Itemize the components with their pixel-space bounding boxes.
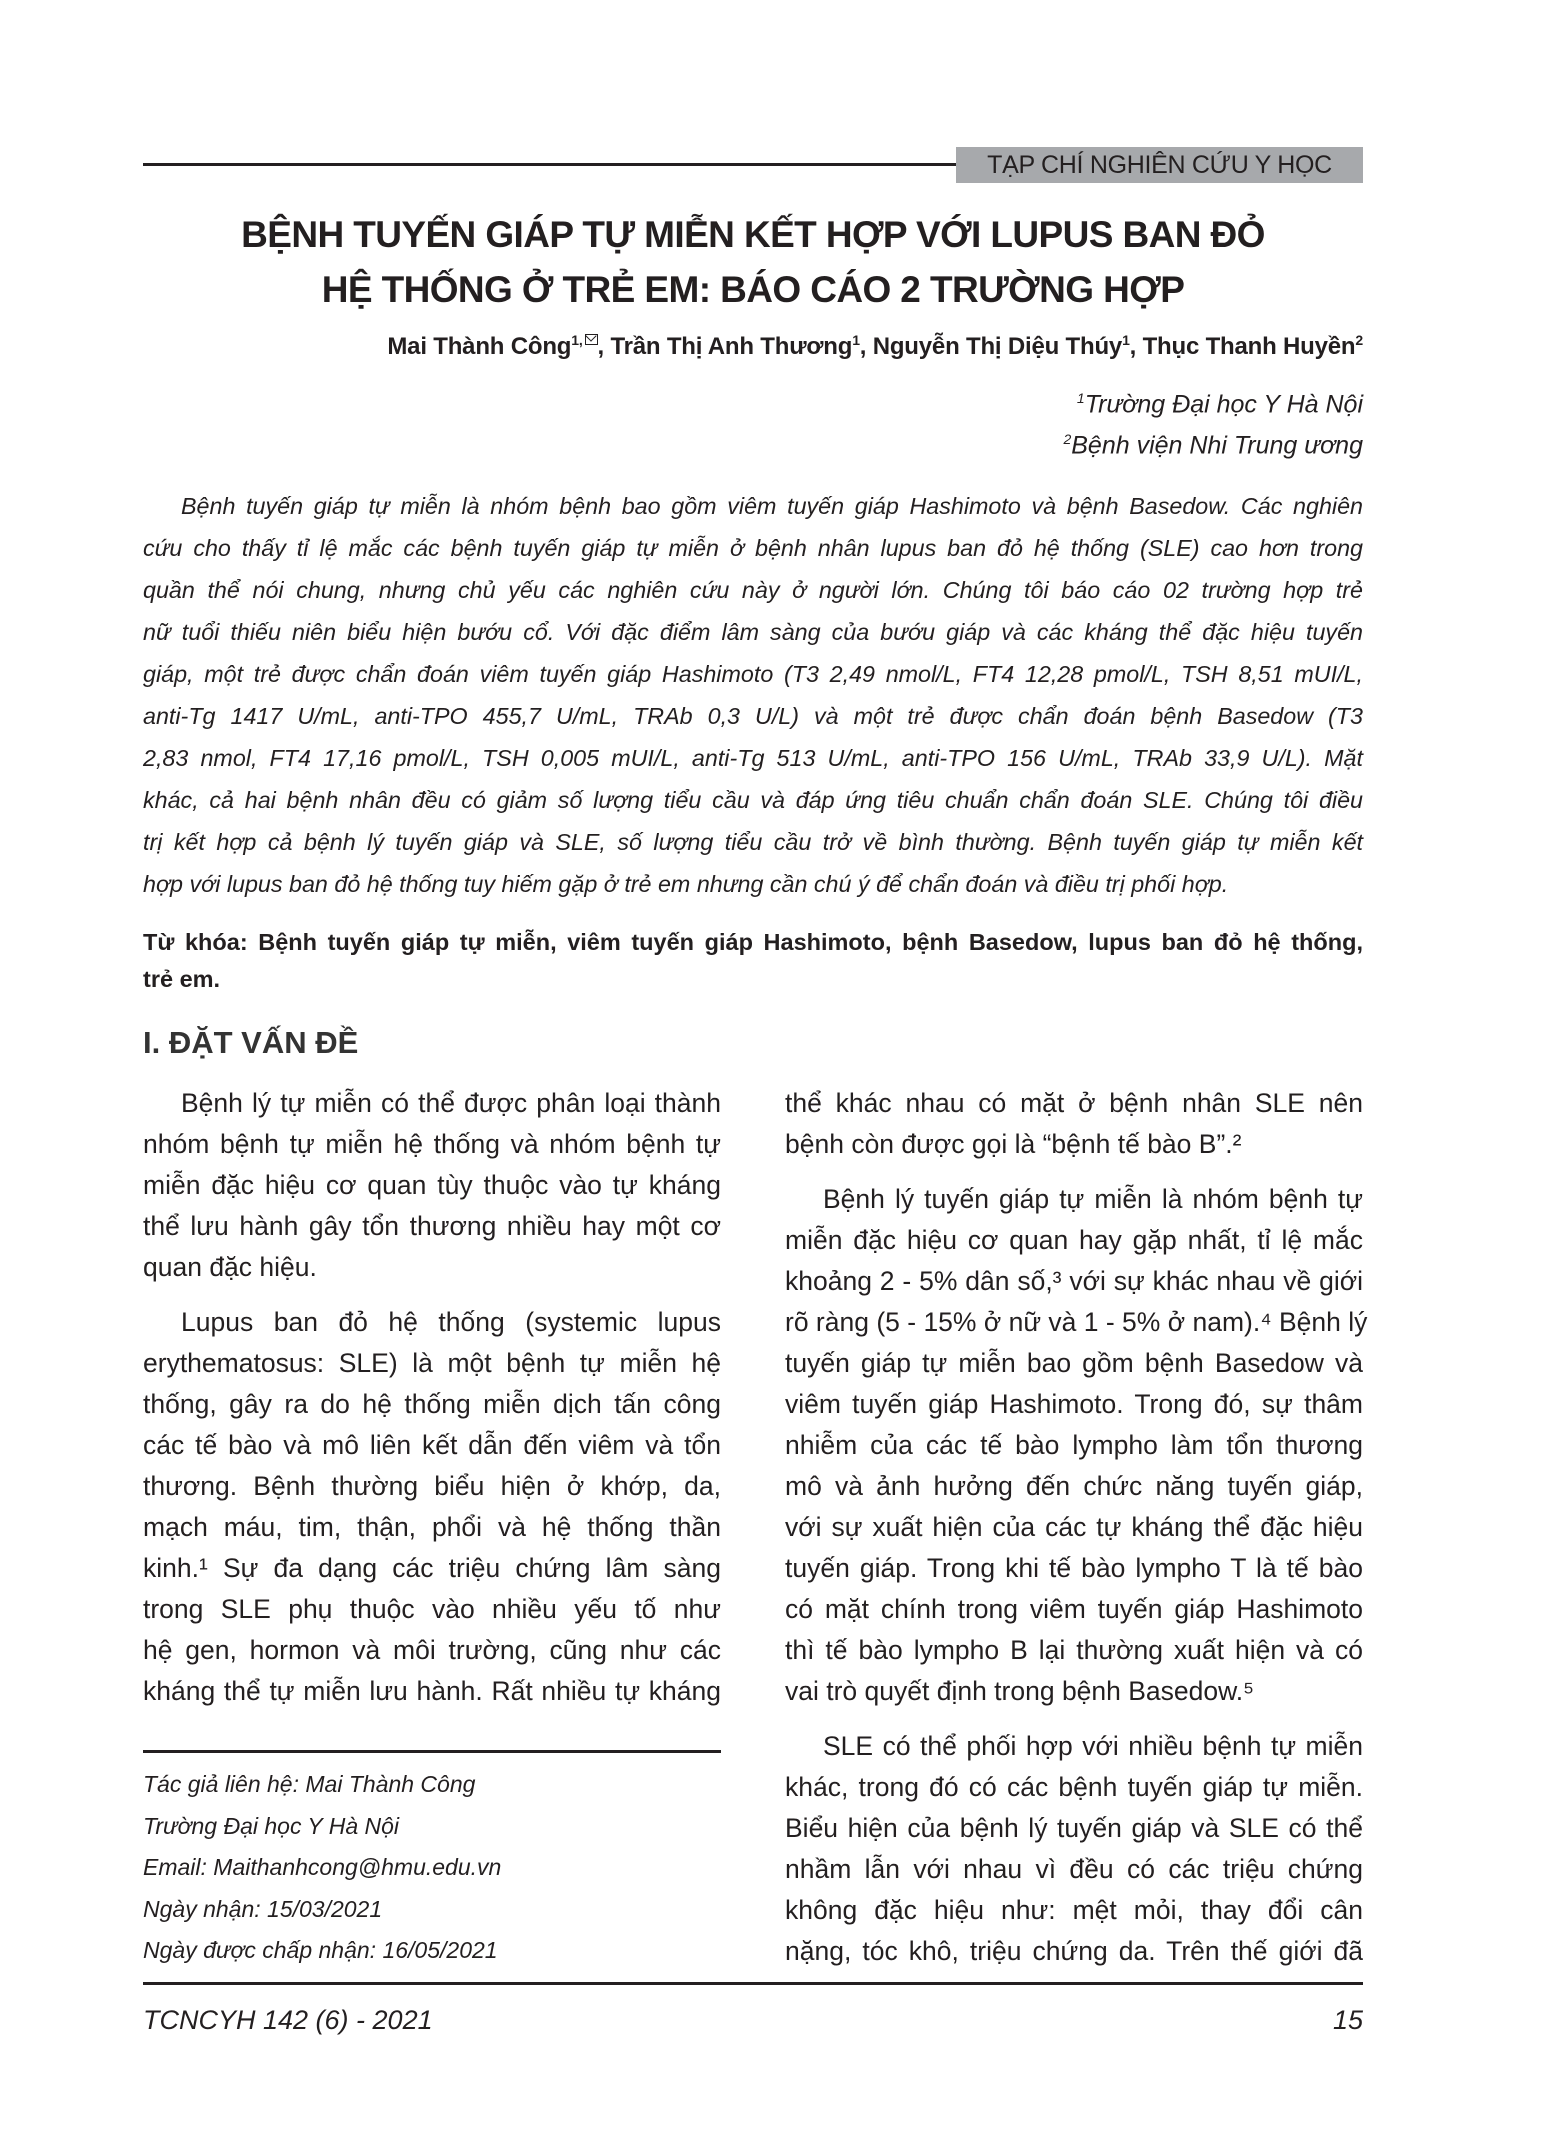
- paragraph: [785, 1179, 1368, 1712]
- body-line: bệnh còn được gọi là “bệnh tế bào B”.²: [785, 1129, 1242, 1159]
- author-affiliation-mark: 1: [1122, 332, 1130, 348]
- body-line: hệ gen, hormon và môi trường, cũng như các: [143, 1635, 721, 1665]
- keywords: [143, 924, 1363, 998]
- body-line: nhầm lẫn với nhau vì đều có các triệu chứng: [785, 1854, 1363, 1884]
- body-line: miễn đặc hiệu cơ quan tùy thuộc vào tự kháng: [143, 1170, 721, 1200]
- footer-rule: [143, 1982, 1363, 1985]
- affiliation-mark: 1: [1076, 390, 1085, 406]
- body-line: thống, gây ra do hệ thống miễn dịch tấn công: [143, 1389, 721, 1419]
- paragraph: [785, 1083, 1363, 1165]
- body-line: không đặc hiệu như: mệt mỏi, thay đổi cân: [785, 1895, 1363, 1925]
- body-line: quan đặc hiệu.: [143, 1252, 317, 1282]
- paragraph: [143, 1302, 721, 1712]
- body-line: mạch máu, tim, thận, phổi và hệ thống thần: [143, 1512, 721, 1542]
- abstract-line: khác, cả hai bệnh nhân đều có giảm số lượng tiểu cầu và đáp ứng tiêu chuẩn chẩn đoán SLE. Chúng tôi điều: [143, 787, 1363, 813]
- body-line: viêm tuyến giáp Hashimoto. Trong đó, sự thâm: [785, 1389, 1363, 1419]
- footnote-line: Trường Đại học Y Hà Nội: [143, 1812, 400, 1839]
- journal-citation: TCNCYH 142 (6) - 2021: [143, 2005, 433, 2035]
- abstract-line: trị kết hợp cả bệnh lý tuyến giáp và SLE, số lượng tiểu cầu trở về bình thường. Bệnh tuyến giáp tự miễn kết: [143, 829, 1363, 855]
- affiliation-2: [1063, 431, 1363, 460]
- body-line: khoảng 2 - 5% dân số,³ với sự khác nhau về giới: [785, 1266, 1363, 1296]
- body-line: kinh.¹ Sự đa dạng các triệu chứng lâm sàng: [143, 1553, 721, 1583]
- author-name: , Trần Thị Anh Thương: [597, 333, 853, 360]
- correspondence-footnote: [143, 1764, 501, 1972]
- page-number: 15: [1332, 2005, 1363, 2035]
- body-line: mô và ảnh hưởng đến chức năng tuyến giáp,: [785, 1471, 1363, 1501]
- body-line: với sự xuất hiện của các tự kháng thể đặc hiệu: [785, 1512, 1363, 1542]
- body-line: rõ ràng (5 - 15% ở nữ và 1 - 5% ở nam).⁴ Bệnh lý: [785, 1307, 1368, 1337]
- author-affiliation-mark: 1: [852, 332, 860, 348]
- body-line: erythematosus: SLE) là một bệnh tự miễn hệ: [143, 1348, 721, 1378]
- abstract-line: anti-Tg 1417 U/mL, anti-TPO 455,7 U/mL, TRAb 0,3 U/L) và một trẻ được chẩn đoán bệnh Basedow (T3: [143, 703, 1363, 729]
- keywords-line: Từ khóa: Bệnh tuyến giáp tự miễn, viêm tuyến giáp Hashimoto, bệnh Basedow, lupus ban đỏ hệ thống,: [143, 929, 1363, 955]
- author-name: , Thục Thanh Huyền: [1129, 333, 1356, 360]
- footnote-line: Email: Maithanhcong@hmu.edu.vn: [143, 1854, 502, 1880]
- body-line: có mặt chính trong viêm tuyến giáp Hashimoto: [785, 1594, 1363, 1624]
- abstract-line: giáp, một trẻ được chẩn đoán viêm tuyến giáp Hashimoto (T3 2,49 nmol/L, FT4 12,28 pmol/L, TSH 8,51 mUI/L,: [143, 661, 1363, 687]
- author-list: [387, 332, 1363, 361]
- right-column: [785, 1083, 1368, 1986]
- body-line: trong SLE phụ thuộc vào nhiều yếu tố như: [143, 1594, 721, 1624]
- paragraph: [143, 1083, 721, 1288]
- article-title-line-2: HỆ THỐNG Ở TRẺ EM: BÁO CÁO 2 TRƯỜNG HỢP: [321, 269, 1185, 310]
- affiliation-mark: 2: [1063, 431, 1072, 447]
- body-line: tuyến giáp. Trong khi tế bào lympho T là tế bào: [785, 1553, 1363, 1583]
- body-line: khác, trong đó có các bệnh tuyến giáp tự miễn.: [785, 1772, 1363, 1802]
- journal-name: TẠP CHÍ NGHIÊN CỨU Y HỌC: [956, 147, 1363, 183]
- abstract: [143, 485, 1363, 905]
- body-line: Lupus ban đỏ hệ thống (systemic lupus: [181, 1307, 721, 1337]
- envelope-icon: [585, 334, 598, 345]
- abstract-line: 2,83 nmol, FT4 17,16 pmol/L, TSH 0,005 mUI/L, anti-Tg 513 U/mL, anti-TPO 156 U/mL, TRAb 33,9 U/L). Mặt: [143, 745, 1363, 771]
- body-line: Bệnh lý tự miễn có thể được phân loại thành: [181, 1088, 721, 1118]
- body-line: thể khác nhau có mặt ở bệnh nhân SLE nên: [785, 1088, 1363, 1118]
- footnote-line: Tác giả liên hệ: Mai Thành Công: [143, 1771, 476, 1797]
- author-name: Mai Thành Công: [387, 333, 572, 360]
- abstract-line: quần thể nói chung, nhưng chủ yếu các nghiên cứu này ở người lớn. Chúng tôi báo cáo 02 trường hợp trẻ: [143, 577, 1363, 603]
- body-line: nhiễm của các tế bào lympho làm tổn thương: [785, 1430, 1363, 1460]
- author-affiliation-mark: 2: [1355, 332, 1363, 348]
- keywords-line: trẻ em.: [143, 966, 221, 992]
- abstract-line: nữ tuổi thiếu niên biểu hiện bướu cổ. Với đặc điểm lâm sàng của bướu giáp và các kháng thể đặc hiệu tuyến: [143, 619, 1363, 645]
- body-line: thì tế bào lympho B lại thường xuất hiện và có: [785, 1635, 1363, 1665]
- footnote-line: Ngày nhận: 15/03/2021: [143, 1895, 383, 1922]
- body-line: Bệnh lý tuyến giáp tự miễn là nhóm bệnh tự: [823, 1184, 1363, 1214]
- header-rule: [143, 163, 958, 166]
- footnote-rule: [143, 1750, 721, 1753]
- abstract-line: Bệnh tuyến giáp tự miễn là nhóm bệnh bao gồm viêm tuyến giáp Hashimoto và bệnh Basedow. Các nghiên: [181, 493, 1363, 519]
- body-line: vai trò quyết định trong bệnh Basedow.⁵: [785, 1676, 1255, 1706]
- abstract-line: cứu cho thấy tỉ lệ mắc các bệnh tuyến giáp tự miễn ở bệnh nhân lupus ban đỏ hệ thống (SLE) cao hơn trong: [143, 535, 1363, 561]
- paragraph: [785, 1726, 1363, 1972]
- affiliation-name: Trường Đại học Y Hà Nội: [1084, 390, 1363, 419]
- left-column: [143, 1083, 721, 1726]
- body-line: miễn đặc hiệu cơ quan hay gặp nhất, tỉ lệ mắc: [785, 1225, 1363, 1255]
- body-line: nặng, tóc khô, triệu chứng da. Trên thế giới đã: [785, 1936, 1363, 1966]
- body-line: SLE có thể phối hợp với nhiều bệnh tự miễn: [823, 1731, 1363, 1761]
- body-line: nhóm bệnh tự miễn hệ thống và nhóm bệnh tự: [143, 1129, 721, 1159]
- body-line: Biểu hiện của bệnh lý tuyến giáp và SLE có thể: [785, 1813, 1363, 1843]
- abstract-line: hợp với lupus ban đỏ hệ thống tuy hiếm gặp ở trẻ em nhưng cần chú ý để chẩn đoán và điều trị phối hợp.: [143, 871, 1229, 897]
- article-title-line-1: BỆNH TUYẾN GIÁP TỰ MIỄN KẾT HỢP VỚI LUPUS BAN ĐỎ: [241, 214, 1265, 255]
- body-line: thương. Bệnh thường biểu hiện ở khớp, da,: [143, 1471, 721, 1501]
- body-line: các tế bào và mô liên kết dẫn đến viêm và tổn: [143, 1430, 721, 1460]
- author-affiliation-mark: 1,: [571, 332, 583, 348]
- author-name: , Nguyễn Thị Diệu Thúy: [859, 333, 1123, 360]
- section-heading: I. ĐẶT VẤN ĐỀ: [143, 1025, 359, 1060]
- affiliation-1: [1077, 390, 1363, 419]
- footnote-line: Ngày được chấp nhận: 16/05/2021: [143, 1937, 498, 1963]
- body-line: thể lưu hành gây tổn thương nhiều hay một cơ: [143, 1211, 721, 1241]
- affiliation-name: Bệnh viện Nhi Trung ương: [1071, 431, 1363, 460]
- body-line: kháng thể tự miễn lưu hành. Rất nhiều tự kháng: [143, 1676, 721, 1706]
- body-line: tuyến giáp tự miễn bao gồm bệnh Basedow và: [785, 1348, 1363, 1378]
